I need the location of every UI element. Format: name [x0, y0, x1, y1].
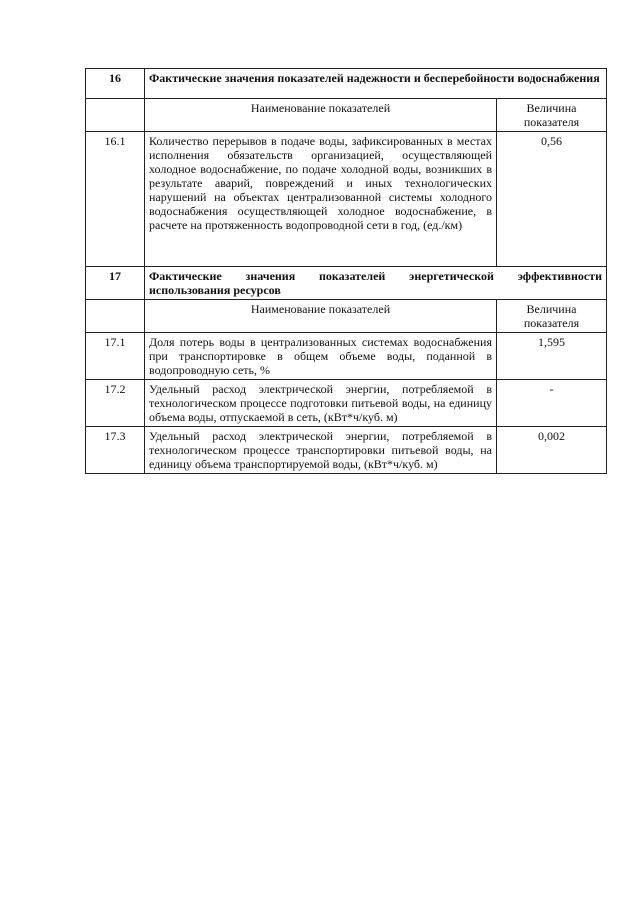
section-row [86, 69, 607, 99]
header-value-cell: Величина показателя [497, 99, 607, 132]
table-row [86, 132, 607, 267]
table-row [86, 427, 607, 474]
row-value: 0,56 [497, 132, 607, 267]
row-value: 0,002 [497, 427, 607, 474]
row-number: 17.1 [86, 333, 145, 380]
table-row [86, 333, 607, 380]
section-title: Фактические значения показателей надежности и бесперебойности водоснабжения [145, 69, 607, 99]
indicators-table [85, 68, 607, 474]
table-header-row [86, 99, 607, 132]
row-description: Доля потерь воды в централизованных системах водоснабжения при транспортировке в общем объеме воды, поданной в водопроводную сеть, % [145, 333, 497, 380]
header-empty-cell [86, 99, 145, 132]
section-title: Фактические значения показателей энергетической эффективности использования ресурсов [145, 267, 607, 300]
header-name-cell: Наименование показателей [145, 99, 497, 132]
section-row [86, 267, 607, 300]
table-row [86, 380, 607, 427]
row-description: Удельный расход электрической энергии, потребляемой в технологическом процессе подготовки питьевой воды, на единицу объема воды, отпускаемой в сеть, (кВт*ч/куб. м) [145, 380, 497, 427]
row-description: Удельный расход электрической энергии, потребляемой в технологическом процессе транспортировки питьевой воды, на единицу объема транспортируемой воды, (кВт*ч/куб. м) [145, 427, 497, 474]
table-header-row [86, 300, 607, 333]
section-number: 16 [86, 69, 145, 99]
row-number: 17.2 [86, 380, 145, 427]
row-number: 17.3 [86, 427, 145, 474]
row-value: 1,595 [497, 333, 607, 380]
header-value-cell: Величина показателя [497, 300, 607, 333]
row-value: - [497, 380, 607, 427]
row-description: Количество перерывов в подаче воды, зафиксированных в местах исполнения обязательств организацией, осуществляющей холодное водоснабжение, по подаче холодной воды, возникших в результате аварий, повреждений и иных технологических нарушений на объектах централизованной системы холодного водоснабжения осуществляющей холодное водоснабжение, в расчете на протяженность водопроводной сети в год, (ед./км) [145, 132, 497, 267]
header-empty-cell [86, 300, 145, 333]
header-name-cell: Наименование показателей [145, 300, 497, 333]
section-number: 17 [86, 267, 145, 300]
row-number: 16.1 [86, 132, 145, 267]
